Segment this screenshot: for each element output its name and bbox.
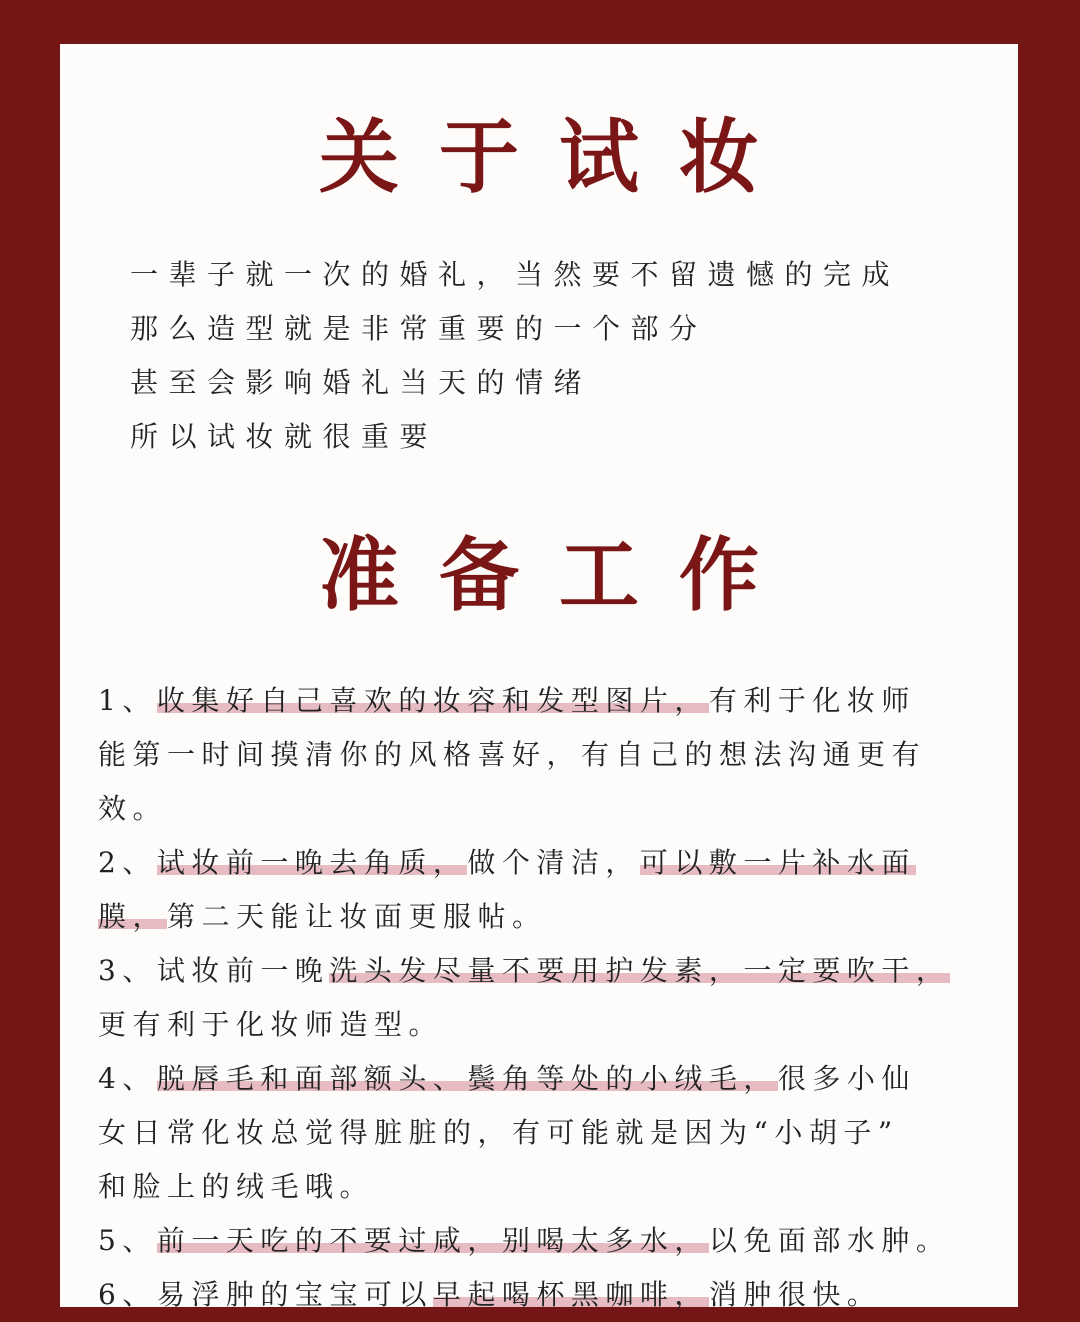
list-item-line <box>98 728 998 782</box>
list-item <box>98 1052 998 1214</box>
list-item-line <box>98 836 998 890</box>
highlighted-text: 可以敷一片补水面 <box>639 846 916 879</box>
text-segment: 1、 <box>98 684 157 717</box>
intro-paragraph <box>130 248 1010 464</box>
list-item-line <box>98 890 998 944</box>
text-segment: 女日常化妆总觉得脏脏的，有可能就是因为“小胡子” <box>98 1116 899 1149</box>
list-item-line <box>98 1160 998 1214</box>
highlighted-text: 前一天吃的不要过咸，别喝太多水， <box>156 1224 709 1257</box>
list-item-line <box>98 998 998 1052</box>
text-segment: 第二天能让妆面更服帖。 <box>167 900 547 933</box>
intro-line: 甚至会影响婚礼当天的情绪 <box>130 366 593 399</box>
highlighted-text: 早起喝杯黑咖啡， <box>432 1278 709 1311</box>
text-segment: 能第一时间摸清你的风格喜好，有自己的想法沟通更有 <box>98 738 927 771</box>
text-segment: 5、 <box>98 1224 157 1257</box>
text-segment: 2、 <box>98 846 157 879</box>
text-segment: 4、 <box>98 1062 157 1095</box>
text-segment: 做个清洁， <box>467 846 640 879</box>
preparation-list <box>98 674 998 1322</box>
text-segment: 以免面部水肿。 <box>708 1224 951 1257</box>
highlighted-text: 收集好自己喜欢的妆容和发型图片， <box>156 684 709 717</box>
list-item <box>98 1214 998 1268</box>
highlighted-text: 洗头发尽量不要用护发素，一定要吹干， <box>329 954 951 987</box>
list-item-line <box>98 1052 998 1106</box>
list-item-line <box>98 674 998 728</box>
list-item <box>98 836 998 944</box>
list-item <box>98 944 998 1052</box>
text-segment: 更有利于化妆师造型。 <box>98 1008 444 1041</box>
intro-line: 那么造型就是非常重要的一个部分 <box>130 312 708 345</box>
highlighted-text: 试妆前一晚去角质， <box>156 846 468 879</box>
list-item-line <box>98 944 998 998</box>
text-segment: 有利于化妆师 <box>708 684 916 717</box>
text-segment: 很多小仙 <box>777 1062 916 1095</box>
intro-line: 所以试妆就很重要 <box>130 420 439 453</box>
text-segment: 3、试妆前一晚 <box>98 954 330 987</box>
section-title-preparation: 准备工作 <box>319 529 799 622</box>
text-segment: 6、易浮肿的宝宝可以 <box>98 1278 433 1311</box>
highlighted-text: 脱唇毛和面部额头、鬓角等处的小绒毛， <box>156 1062 778 1095</box>
list-item-line <box>98 1268 998 1322</box>
list-item-line <box>98 1106 998 1160</box>
list-item <box>98 674 998 836</box>
intro-line: 一辈子就一次的婚礼，当然要不留遗憾的完成 <box>130 258 901 291</box>
text-segment: 和脸上的绒毛哦。 <box>98 1170 375 1203</box>
text-segment: 效。 <box>98 792 168 825</box>
list-item-line <box>98 1214 998 1268</box>
content-card <box>60 44 1018 1311</box>
list-item <box>98 1268 998 1322</box>
text-segment: 消肿很快。 <box>708 1278 882 1311</box>
highlighted-text: 膜， <box>98 900 168 933</box>
section-title-makeup-trial: 关于试妆 <box>319 111 799 204</box>
list-item-line <box>98 782 998 836</box>
